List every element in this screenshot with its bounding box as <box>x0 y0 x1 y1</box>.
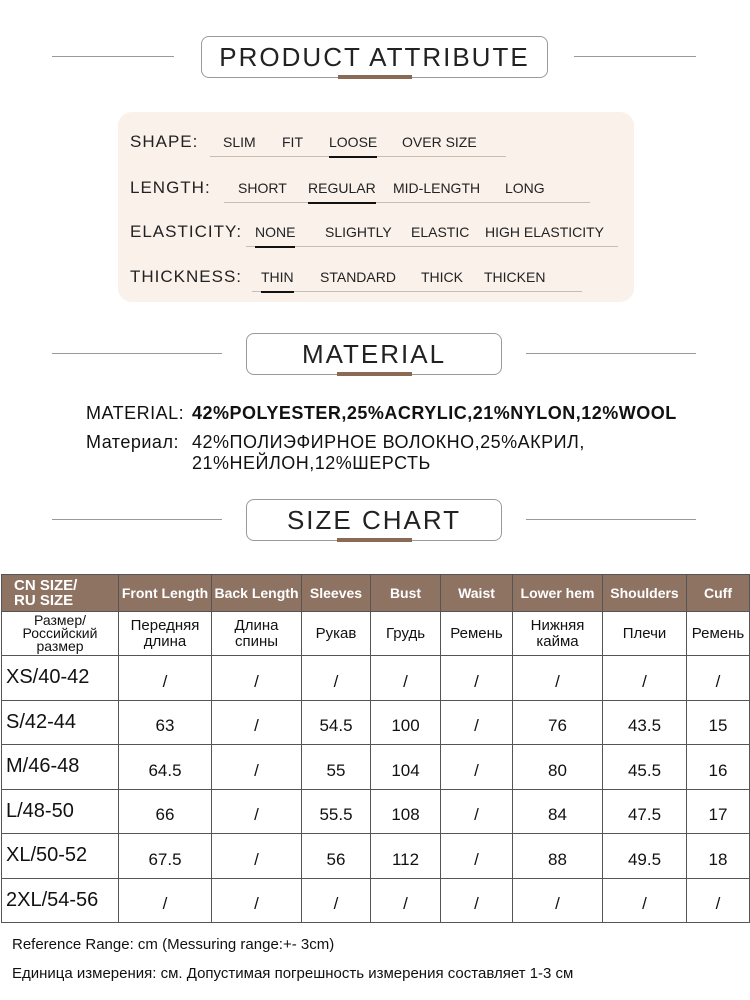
value-cell: 54.5 <box>302 700 371 745</box>
value-cell: 55 <box>302 745 371 790</box>
divider-left <box>52 519 222 520</box>
header-cell: Bust <box>371 575 441 612</box>
table-ru-header-row <box>2 612 750 656</box>
value-cell: 76 <box>513 700 603 745</box>
value-cell: / <box>212 834 302 879</box>
material-heading <box>0 333 750 383</box>
header-cell: Shoulders <box>603 575 687 612</box>
size-cell: 2XL/54-56 <box>2 878 119 923</box>
table-row <box>2 700 750 745</box>
section-title: PRODUCT ATTRIBUTE <box>201 36 548 78</box>
value-cell: 104 <box>371 745 441 790</box>
header-cell: Waist <box>441 575 513 612</box>
value-cell: 88 <box>513 834 603 879</box>
ru-header-cell: Рукав <box>302 612 371 656</box>
attr-option: MID-LENGTH <box>393 180 481 196</box>
value-cell: / <box>302 656 371 701</box>
value-cell: 55.5 <box>302 789 371 834</box>
value-cell: / <box>119 656 212 701</box>
title-accent-bar <box>337 372 412 376</box>
value-cell: / <box>212 700 302 745</box>
value-cell: 15 <box>687 700 750 745</box>
value-cell: / <box>603 878 687 923</box>
value-cell: 63 <box>119 700 212 745</box>
value-cell: 45.5 <box>603 745 687 790</box>
value-cell: / <box>603 656 687 701</box>
value-cell: / <box>119 878 212 923</box>
table-row <box>2 789 750 834</box>
value-cell: / <box>441 789 513 834</box>
header-cell: Sleeves <box>302 575 371 612</box>
divider-right <box>574 56 696 57</box>
value-cell: 56 <box>302 834 371 879</box>
value-cell: / <box>687 878 750 923</box>
title-accent-bar <box>337 538 412 542</box>
value-cell: 64.5 <box>119 745 212 790</box>
value-cell: / <box>441 656 513 701</box>
material-ru-value-1: 42%ПОЛИЭФИРНОЕ ВОЛОКНО,25%АКРИЛ, <box>192 432 585 452</box>
ru-header-cell: Длина спины <box>212 612 302 656</box>
value-cell: / <box>302 878 371 923</box>
value-cell: 16 <box>687 745 750 790</box>
value-cell: / <box>441 878 513 923</box>
ru-header-cell: Размер/ Российский размер <box>2 612 119 656</box>
material-ru-value-2: 21%НЕЙЛОН,12%ШЕРСТЬ <box>192 453 431 473</box>
ru-header-cell: Передняя длина <box>119 612 212 656</box>
attr-label: SHAPE: <box>130 132 199 151</box>
header-cell: Back Length <box>212 575 302 612</box>
size-cell: S/42-44 <box>2 700 119 745</box>
attr-option: LONG <box>505 180 545 196</box>
section-title: MATERIAL <box>246 333 502 375</box>
reference-note-en: Reference Range: cm (Messuring range:+- 3cm) <box>12 936 335 953</box>
table-row <box>2 745 750 790</box>
value-cell: / <box>212 745 302 790</box>
size-cell: XL/50-52 <box>2 834 119 879</box>
value-cell: / <box>371 656 441 701</box>
attr-option: ELASTIC <box>411 224 470 240</box>
reference-note-ru: Единица измерения: см. Допустимая погрешность измерения составляет 1-3 см <box>12 965 574 982</box>
value-cell: 66 <box>119 789 212 834</box>
attr-option: HIGH ELASTICITY <box>485 224 605 240</box>
value-cell: 80 <box>513 745 603 790</box>
attr-label: LENGTH: <box>130 178 211 197</box>
header-cell: Cuff <box>687 575 750 612</box>
ru-header-cell: Нижняя кайма <box>513 612 603 656</box>
value-cell: 49.5 <box>603 834 687 879</box>
product-attribute-heading <box>0 36 750 86</box>
attr-label: ELASTICITY: <box>130 222 243 241</box>
value-cell: / <box>371 878 441 923</box>
value-cell: / <box>513 878 603 923</box>
header-cell: Lower hem <box>513 575 603 612</box>
table-row <box>2 878 750 923</box>
attribute-panel <box>118 112 634 302</box>
value-cell: / <box>212 878 302 923</box>
value-cell: 67.5 <box>119 834 212 879</box>
size-chart-table <box>1 574 750 923</box>
header-cell: Front Length <box>119 575 212 612</box>
value-cell: / <box>441 745 513 790</box>
attr-option-selected: NONE <box>255 224 296 240</box>
attr-option-selected: THIN <box>261 269 294 285</box>
size-cell: L/48-50 <box>2 789 119 834</box>
size-chart-heading <box>0 499 750 549</box>
ru-header-cell: Грудь <box>371 612 441 656</box>
value-cell: 17 <box>687 789 750 834</box>
attr-option: SLIGHTLY <box>325 224 392 240</box>
size-cell: XS/40-42 <box>2 656 119 701</box>
divider-right <box>526 353 696 354</box>
ru-header-cell: Плечи <box>603 612 687 656</box>
value-cell: 112 <box>371 834 441 879</box>
attr-option: THICK <box>421 269 463 285</box>
value-cell: 84 <box>513 789 603 834</box>
size-cell: M/46-48 <box>2 745 119 790</box>
table-row <box>2 656 750 701</box>
value-cell: 108 <box>371 789 441 834</box>
value-cell: / <box>441 700 513 745</box>
value-cell: / <box>687 656 750 701</box>
attr-option-selected: REGULAR <box>308 180 376 196</box>
value-cell: 47.5 <box>603 789 687 834</box>
attr-option: SHORT <box>238 180 287 196</box>
attr-label: THICKNESS: <box>130 267 243 286</box>
attr-option: OVER SIZE <box>402 134 477 150</box>
attr-option: FIT <box>282 134 303 150</box>
table-row <box>2 834 750 879</box>
divider-left <box>52 353 222 354</box>
value-cell: 100 <box>371 700 441 745</box>
value-cell: / <box>212 656 302 701</box>
ru-header-cell: Ремень <box>441 612 513 656</box>
divider-right <box>526 519 696 520</box>
divider-left <box>52 56 174 57</box>
attr-option-selected: LOOSE <box>329 134 378 150</box>
value-cell: / <box>212 789 302 834</box>
value-cell: / <box>441 834 513 879</box>
value-cell: 43.5 <box>603 700 687 745</box>
attr-option: THICKEN <box>484 269 546 285</box>
material-ru-label: Материал: <box>86 432 179 452</box>
material-en-label: MATERIAL: <box>86 403 185 423</box>
header-cell: CN SIZE/ RU SIZE <box>2 575 119 612</box>
ru-header-cell: Ремень <box>687 612 750 656</box>
section-title: SIZE CHART <box>246 499 502 541</box>
attr-option: SLIM <box>223 134 256 150</box>
attr-option: STANDARD <box>320 269 396 285</box>
table-header-row <box>2 575 750 612</box>
material-en-value: 42%POLYESTER,25%ACRYLIC,21%NYLON,12%WOOL <box>192 403 677 423</box>
value-cell: 18 <box>687 834 750 879</box>
value-cell: / <box>513 656 603 701</box>
title-accent-bar <box>338 75 412 79</box>
